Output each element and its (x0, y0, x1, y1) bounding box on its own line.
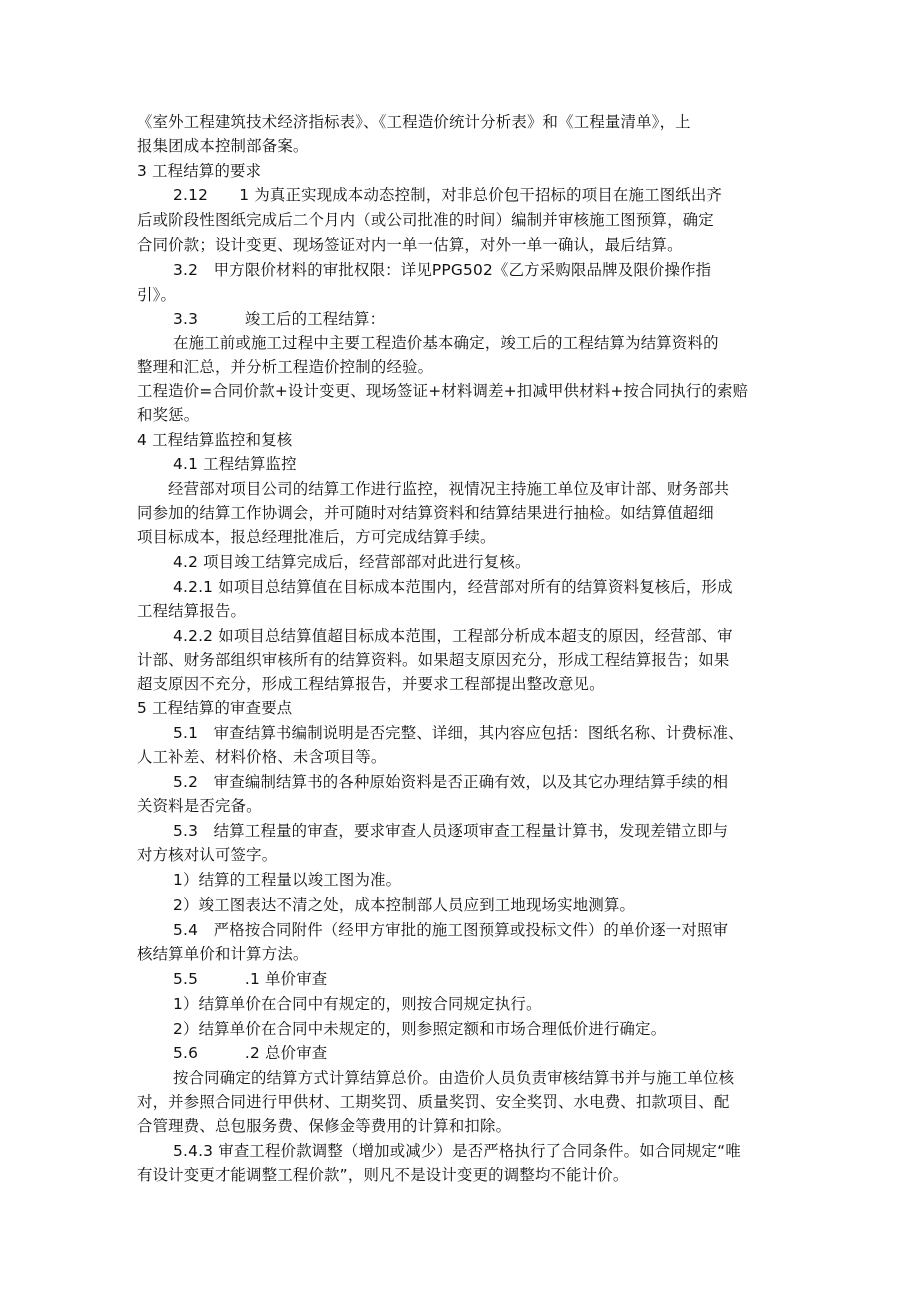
text-line: 人工补差、材料价格、未含项目等。 (137, 748, 387, 766)
text-line: 《室外工程建筑技术经济指标表》、《工程造价统计分析表》和《工程量清单》，上 (137, 113, 691, 131)
subsection-heading: 5.6 .2 总价审查 (173, 1044, 328, 1062)
text-line: 合管理费、总包服务费、保修金等费用的计算和扣除。 (137, 1117, 512, 1135)
section-heading: 4 工程结算监控和复核 (137, 431, 293, 449)
text-line: 2.12 1 为真正实现成本动态控制，对非总价包干招标的项目在施工图纸出齐 (173, 186, 723, 204)
text-line: 对方核对认可签字。 (137, 846, 278, 864)
text-line: 经营部对项目公司的结算工作进行监控，视情况主持施工单位及审计部、财务部共 (168, 480, 730, 498)
text-line: 计部、财务部组织审核所有的结算资料。如果超支原因充分，形成工程结算报告；如果 (137, 651, 730, 669)
text-line: 核结算单价和计算方法。 (137, 945, 309, 963)
text-line: 对，并参照合同进行甲供材、工期奖罚、质量奖罚、安全奖罚、水电费、扣款项目、配 (137, 1093, 730, 1111)
text-line: 3.3 竣工后的工程结算： (173, 310, 386, 328)
text-line: 5.3 结算工程量的审查，要求审查人员逐项审查工程量计算书，发现差错立即与 (173, 822, 729, 840)
text-line: 5.4.3 审查工程价款调整（增加或减少）是否严格执行了合同条件。如合同规定“唯 (173, 1142, 741, 1160)
subsection-heading: 5.5 .1 单价审查 (173, 970, 328, 988)
list-item: 2）结算单价在合同中未规定的，则参照定额和市场合理低价进行确定。 (173, 1020, 667, 1038)
text-line: 和奖惩。 (137, 406, 200, 424)
text-line: 报集团成本控制部备案。 (137, 137, 309, 155)
text-line: 5.1 审查结算书编制说明是否完整、详细，其内容应包括：图纸名称、计费标准、 (173, 724, 744, 742)
list-item: 1）结算的工程量以竣工图为准。 (173, 871, 402, 889)
text-line: 4.2.2 如项目总结算值超目标成本范围，工程部分析成本超支的原因，经营部、审 (173, 627, 733, 645)
text-line: 合同价款；设计变更、现场签证对内一单一估算，对外一单一确认，最后结算。 (137, 236, 683, 254)
text-line: 3.2 甲方限价材料的审批权限：详见PPG502《乙方采购限品牌及限价操作指 (173, 261, 712, 279)
text-line: 项目标成本，报总经理批准后，方可完成结算手续。 (137, 528, 496, 546)
text-line: 在施工前或施工过程中主要工程造价基本确定，竣工后的工程结算为结算资料的 (173, 334, 719, 352)
list-item: 2）竣工图表达不清之处，成本控制部人员应到工地现场实地测算。 (173, 896, 636, 914)
text-line: 整理和汇总，并分析工程造价控制的经验。 (137, 358, 434, 376)
text-line: 工程结算报告。 (137, 602, 247, 620)
section-heading: 5 工程结算的审查要点 (137, 699, 293, 717)
text-line: 工程造价=合同价款+设计变更、现场签证+材料调差+扣减甲供材料+按合同执行的索赔 (137, 382, 749, 400)
text-line: 超支原因不充分，形成工程结算报告，并要求工程部提出整改意见。 (137, 675, 605, 693)
text-line: 有设计变更才能调整工程价款”，则凡不是设计变更的调整均不能计价。 (137, 1166, 629, 1184)
list-item: 1）结算单价在合同中有规定的，则按合同规定执行。 (173, 995, 542, 1013)
text-line: 4.2 项目竣工结算完成后，经营部部对此进行复核。 (173, 553, 531, 571)
text-line: 同参加的结算工作协调会，并可随时对结算资料和结算结果进行抽检。如结算值超细 (137, 504, 714, 522)
text-line: 5.4 严格按合同附件（经甲方审批的施工图预算或投标文件）的单价逐一对照审 (173, 921, 729, 939)
text-line: 后或阶段性图纸完成后二个月内（或公司批准的时间）编制并审核施工图预算，确定 (137, 211, 714, 229)
section-heading: 3 工程结算的要求 (137, 162, 262, 180)
text-line: 按合同确定的结算方式计算结算总价。由造价人员负责审核结算书并与施工单位核 (173, 1069, 735, 1087)
text-line: 关资料是否完备。 (137, 797, 262, 815)
text-line: 引》。 (137, 286, 177, 304)
text-line: 4.2.1 如项目总结算值在目标成本范围内，经营部对所有的结算资料复核后，形成 (173, 578, 733, 596)
subsection-heading: 4.1 工程结算监控 (173, 455, 297, 473)
text-line: 5.2 审查编制结算书的各种原始资料是否正确有效，以及其它办理结算手续的相 (173, 773, 729, 791)
